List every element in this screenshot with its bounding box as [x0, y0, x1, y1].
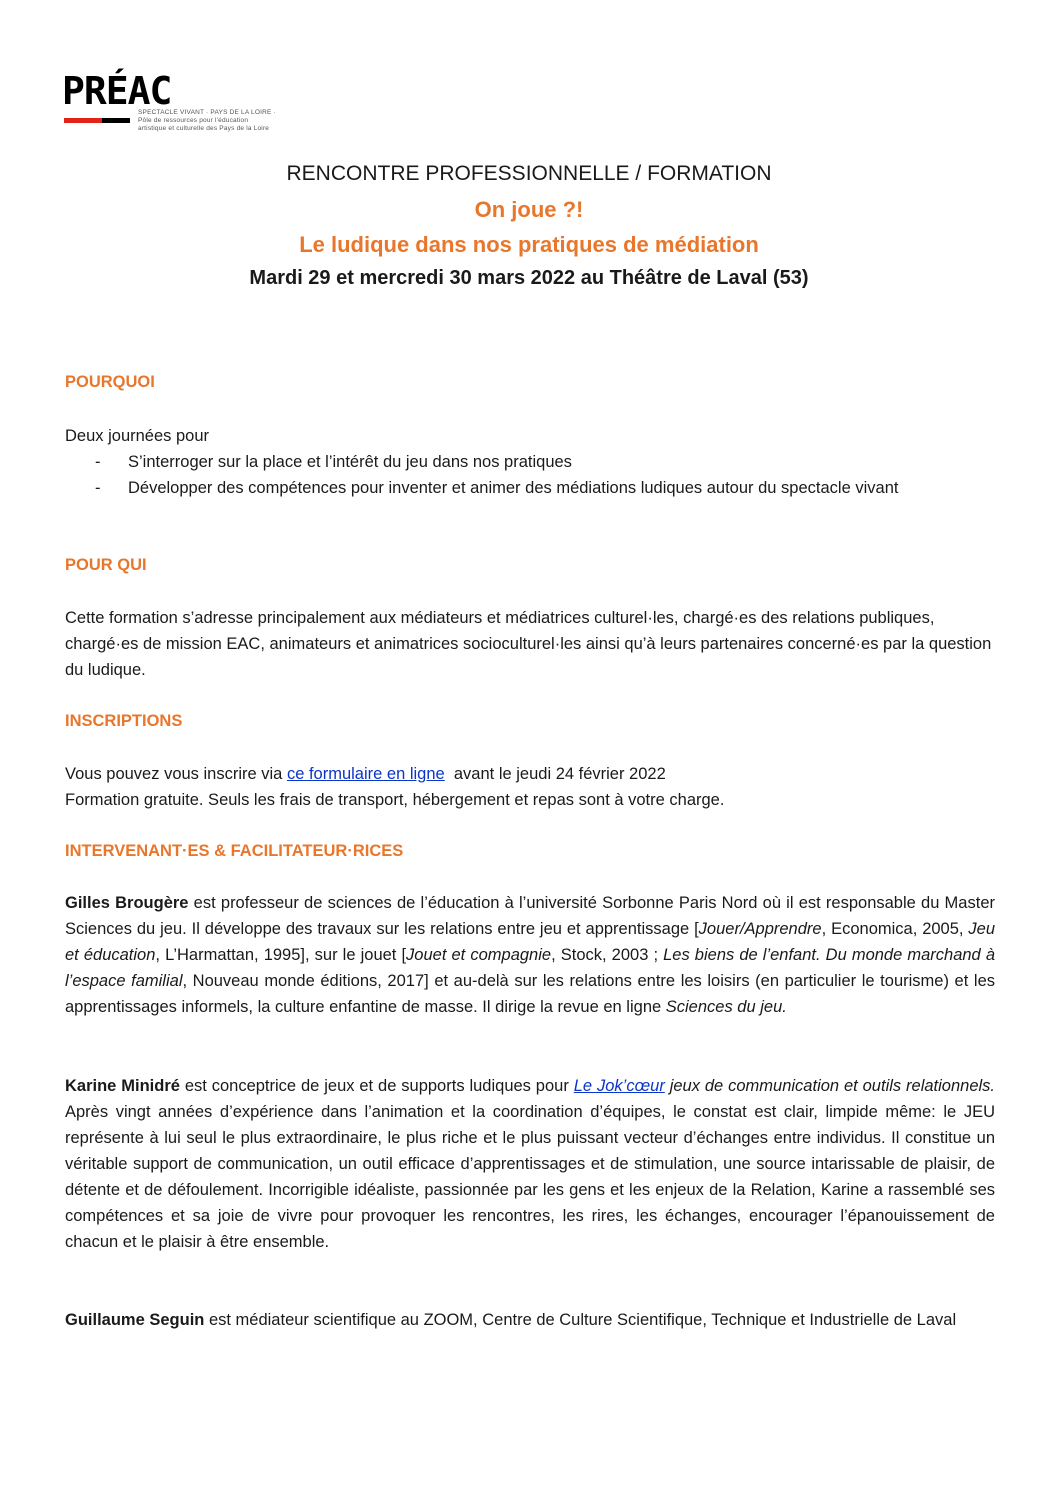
pourquoi-list — [65, 449, 995, 501]
company-description: jeux de communication et outils relationnels. — [664, 1077, 996, 1095]
book-title: Jouer/Apprendre — [698, 920, 822, 938]
pourquoi-intro: Deux journées pour — [65, 427, 210, 445]
bullet-text: S’interroger sur la place et l’intérêt du jeu dans nos pratiques — [128, 453, 572, 471]
list-item — [65, 475, 995, 501]
event-date: Mardi 29 et mercredi 30 mars 2022 au Théâtre de Laval (53) — [249, 267, 809, 289]
bio-text: est conceptrice de jeux et de supports ludiques pour — [179, 1077, 574, 1095]
heading-intervenants: INTERVENANT·ES & FACILITATEUR·RICES — [65, 842, 404, 860]
bio-karine — [65, 1073, 995, 1255]
bio-guillaume — [65, 1307, 995, 1333]
bio-text: , Stock, 2003 ; — [551, 946, 664, 964]
speaker-name: Karine Minidré — [65, 1077, 180, 1095]
preac-logo — [62, 69, 276, 142]
bio-text: est médiateur scientifique au ZOOM, Centre de Culture Scientifique, Technique et Industrielle de Laval — [204, 1311, 957, 1329]
speaker-name: Gilles Brougère — [65, 894, 189, 912]
logo-red-bar — [64, 118, 102, 123]
heading-inscriptions: INSCRIPTIONS — [65, 712, 183, 730]
bio-text: , Nouveau monde éditions, 2017] et au-delà sur les relations entre les loisirs (en particulier le tourisme) et les apprentissages informels, la culture enfantine de masse. Il dirige la revue en ligne — [65, 972, 995, 1016]
registration-form-link[interactable]: ce formulaire en ligne — [286, 765, 445, 783]
journal-title: Sciences du jeu. — [665, 998, 787, 1016]
logo-wordmark: PRÉAC — [62, 69, 172, 113]
bio-text: , Economica, 2005, — [821, 920, 969, 938]
event-title: On joue ?! — [474, 197, 584, 222]
bullet-text: Développer des compétences pour inventer et animer des médiations ludiques autour du spectacle vivant — [128, 479, 899, 497]
book-title: Jeu et éducation — [65, 920, 995, 964]
inscriptions-line2: Formation gratuite. Seuls les frais de transport, hébergement et repas sont à votre charge. — [65, 791, 725, 809]
bio-text: est professeur de sciences de l’éducation à l’université Sorbonne Paris Nord où il est responsable du Master Sciences du jeu. Il développe des travaux sur les relations entre jeu et apprentissage [ — [65, 894, 995, 938]
bio-text: , L’Harmattan, 1995], sur le jouet [ — [155, 946, 407, 964]
inscriptions-text-before: Vous pouvez vous inscrire via — [65, 765, 287, 783]
bullet-dash: - — [95, 453, 101, 471]
bio-text: Après vingt années d’expérience dans l’animation et la coordination d’équipes, le constat est clair, limpide même: le JEU représente à lui seul le plus extraordinaire, le plus riche et le plus puissant vecteur d’échanges entre individus. Il constitue un véritable support de communication, un outil efficace d’apprentissages et de stimulation, une source intarissable de plaisir, de détente et de défoulement. Incorrigible idéaliste, passionnée par les gens et les enjeux de la Relation, Karine a rassemblé ses compétences et sa joie de vivre pour provoquer les rencontres, les rires, les échanges, encourager l’épanouissement de chacun et le plaisir à être ensemble. — [65, 1103, 995, 1251]
bullet-dash: - — [95, 479, 101, 497]
logo-bar — [64, 118, 130, 123]
inscriptions-text-after: avant le jeudi 24 février 2022 — [444, 765, 666, 783]
logo-tagline: SPECTACLE VIVANT · PAYS DE LA LOIRE · Pôle de ressources pour l'éducation artistique et culturelle des Pays de la Loire — [138, 109, 276, 132]
list-item — [65, 449, 995, 475]
book-title: Les biens de l’enfant. Du monde marchand à l’espace familial — [65, 946, 995, 990]
event-kicker: RENCONTRE PROFESSIONNELLE / FORMATION — [286, 162, 772, 185]
heading-pourquoi: POURQUOI — [65, 373, 155, 391]
inscriptions-line1 — [65, 761, 995, 787]
speaker-name: Guillaume Seguin — [65, 1311, 205, 1329]
event-subtitle: Le ludique dans nos pratiques de médiation — [299, 232, 759, 257]
bio-gilles — [65, 890, 995, 1020]
pour-qui-text: Cette formation s’adresse principalement aux médiateurs et médiatrices culturel·les, chargé·es des relations publiques, chargé·es de mission EAC, animateurs et animatrices socioculturel·les ainsi qu’à leurs partenaires concerné·es par la question du ludique. — [65, 609, 992, 679]
jokcoeur-link[interactable]: Le Jok’cœur — [573, 1077, 665, 1095]
heading-pour-qui: POUR QUI — [65, 556, 147, 574]
book-title: Jouet et compagnie — [406, 946, 552, 964]
